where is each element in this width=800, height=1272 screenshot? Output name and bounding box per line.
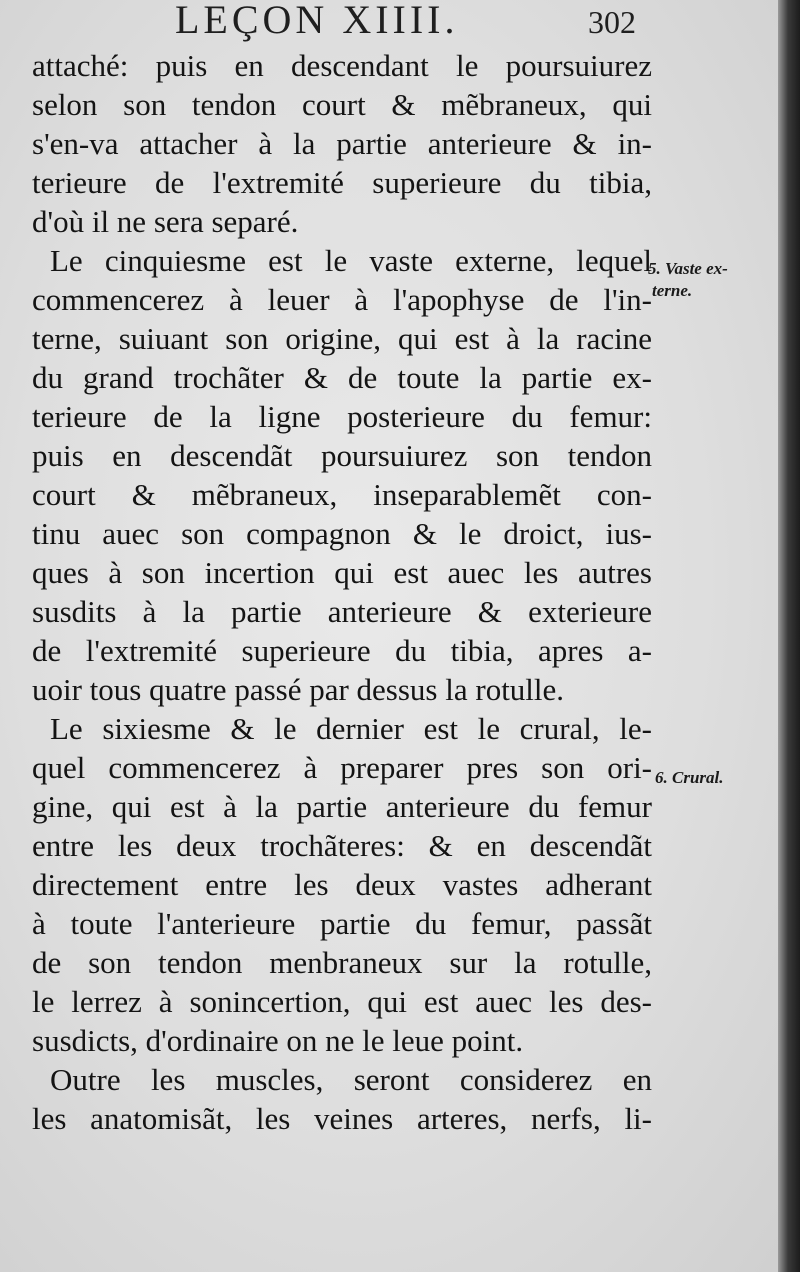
text-line: terne, suiuant son origine, qui est à la racine [32, 321, 652, 356]
text-line: entre les deux trochãteres: & en descendãt [32, 828, 652, 863]
paragraph-outre-les-muscles [32, 1060, 652, 1138]
text-line: Outre les muscles, seront considerez en [50, 1062, 652, 1097]
text-line: selon son tendon court & mẽbraneux, qui [32, 87, 652, 122]
page-number: 302 [588, 4, 636, 40]
text-line: ques à son incertion qui est auec les autres [32, 555, 652, 590]
text-line: les anatomisãt, les veines arteres, nerfs, li- [32, 1101, 652, 1136]
body-text [32, 46, 652, 1138]
text-line: de l'extremité superieure du tibia, apres a- [32, 633, 652, 668]
text-line: à toute l'anterieure partie du femur, passãt [32, 906, 652, 941]
paragraph-vaste-externe [32, 241, 652, 709]
text-line: susdits à la partie anterieure & exterieure [32, 594, 652, 629]
text-line: Le sixiesme & le dernier est le crural, le- [50, 711, 652, 746]
text-line: directement entre les deux vastes adherant [32, 867, 652, 902]
book-binding-edge [778, 0, 800, 1272]
marginal-note-vaste-externe [648, 258, 728, 302]
text-line: tinu auec son compagnon & le droict, ius- [32, 516, 652, 551]
text-line: commencerez à leuer à l'apophyse de l'in- [32, 282, 652, 317]
text-line: court & mẽbraneux, inseparablemẽt con- [32, 477, 652, 512]
text-line: du grand trochãter & de toute la partie ex- [32, 360, 652, 395]
text-line: terieure de l'extremité superieure du tibia, [32, 165, 652, 200]
text-line: attaché: puis en descendant le poursuiurez [32, 48, 652, 83]
text-line: le lerrez à sonincertion, qui est auec les des- [32, 984, 652, 1019]
running-head: LEÇON XIIII. [175, 0, 459, 42]
text-line: gine, qui est à la partie anterieure du femur [32, 789, 652, 824]
text-line: quel commencerez à preparer pres son ori- [32, 750, 652, 785]
text-line: d'où il ne sera separé. [32, 204, 299, 239]
text-line: s'en-va attacher à la partie anterieure & in- [32, 126, 652, 161]
text-line: puis en descendãt poursuiurez son tendon [32, 438, 652, 473]
text-line: Le cinquiesme est le vaste externe, lequel [50, 243, 652, 278]
text-line: de son tendon menbraneux sur la rotulle, [32, 945, 652, 980]
paragraph-continuation [32, 46, 652, 241]
paragraph-crural [32, 709, 652, 1060]
marginal-note-line: terne. [652, 281, 693, 300]
text-line: uoir tous quatre passé par dessus la rotulle. [32, 672, 565, 707]
text-line: susdicts, d'ordinaire on ne le leue point. [32, 1023, 524, 1058]
text-line: terieure de la ligne posterieure du femur: [32, 399, 652, 434]
marginal-note-crural: 6. Crural. [655, 768, 724, 787]
marginal-note-line: 5. Vaste ex- [648, 259, 728, 278]
page-header [0, 0, 780, 46]
